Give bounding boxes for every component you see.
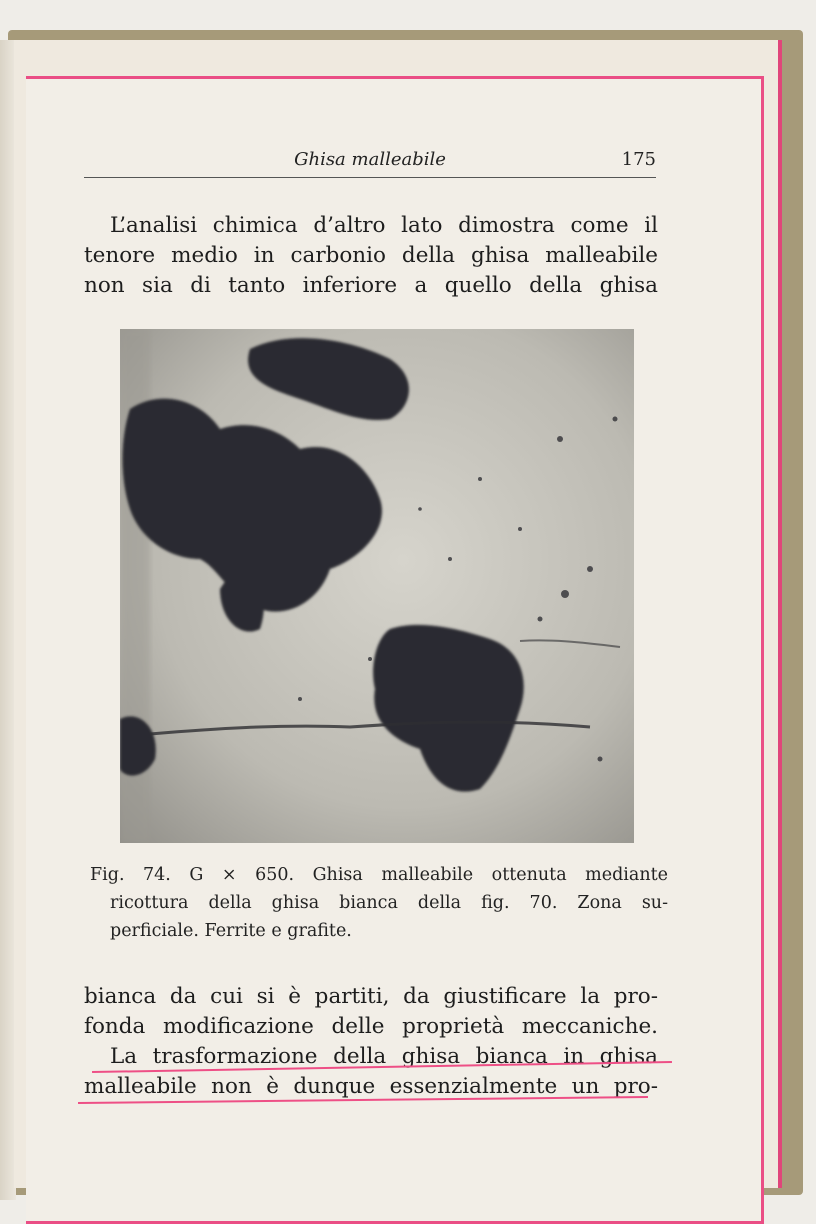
running-title: Ghisa malleabile (294, 149, 446, 170)
text-line: non sia di tanto inferiore a quello della ghisa (84, 273, 658, 298)
figure-caption (90, 861, 668, 945)
page-stack (14, 40, 782, 1188)
text-line: La trasformazione della ghisa bianca in ghisa (110, 1044, 658, 1069)
text-line: bianca da cui si è partiti, da giustificare la pro- (84, 984, 658, 1009)
micrograph-image (120, 329, 634, 843)
text-line: fonda modificazione delle proprietà meccaniche. (84, 1014, 658, 1039)
running-head (84, 147, 656, 178)
book-page (26, 76, 764, 1224)
text-line: L’analisi chimica d’altro lato dimostra come il (110, 213, 658, 238)
top-paragraph (84, 211, 658, 301)
text-line: malleabile non è dunque essenzialmente un pro- (84, 1074, 658, 1099)
text-line: tenore medio in carbonio della ghisa malleabile (84, 243, 658, 268)
page-number: 175 (621, 149, 656, 170)
caption-line: perficiale. Ferrite e grafite. (110, 921, 352, 941)
micrograph-photo (120, 329, 634, 843)
bottom-paragraph (84, 982, 658, 1102)
caption-line: Fig. 74. G ⨯ 650. Ghisa malleabile ottenuta mediante (90, 865, 668, 885)
caption-line: ricottura della ghisa bianca della fig. 70. Zona su- (110, 893, 668, 913)
